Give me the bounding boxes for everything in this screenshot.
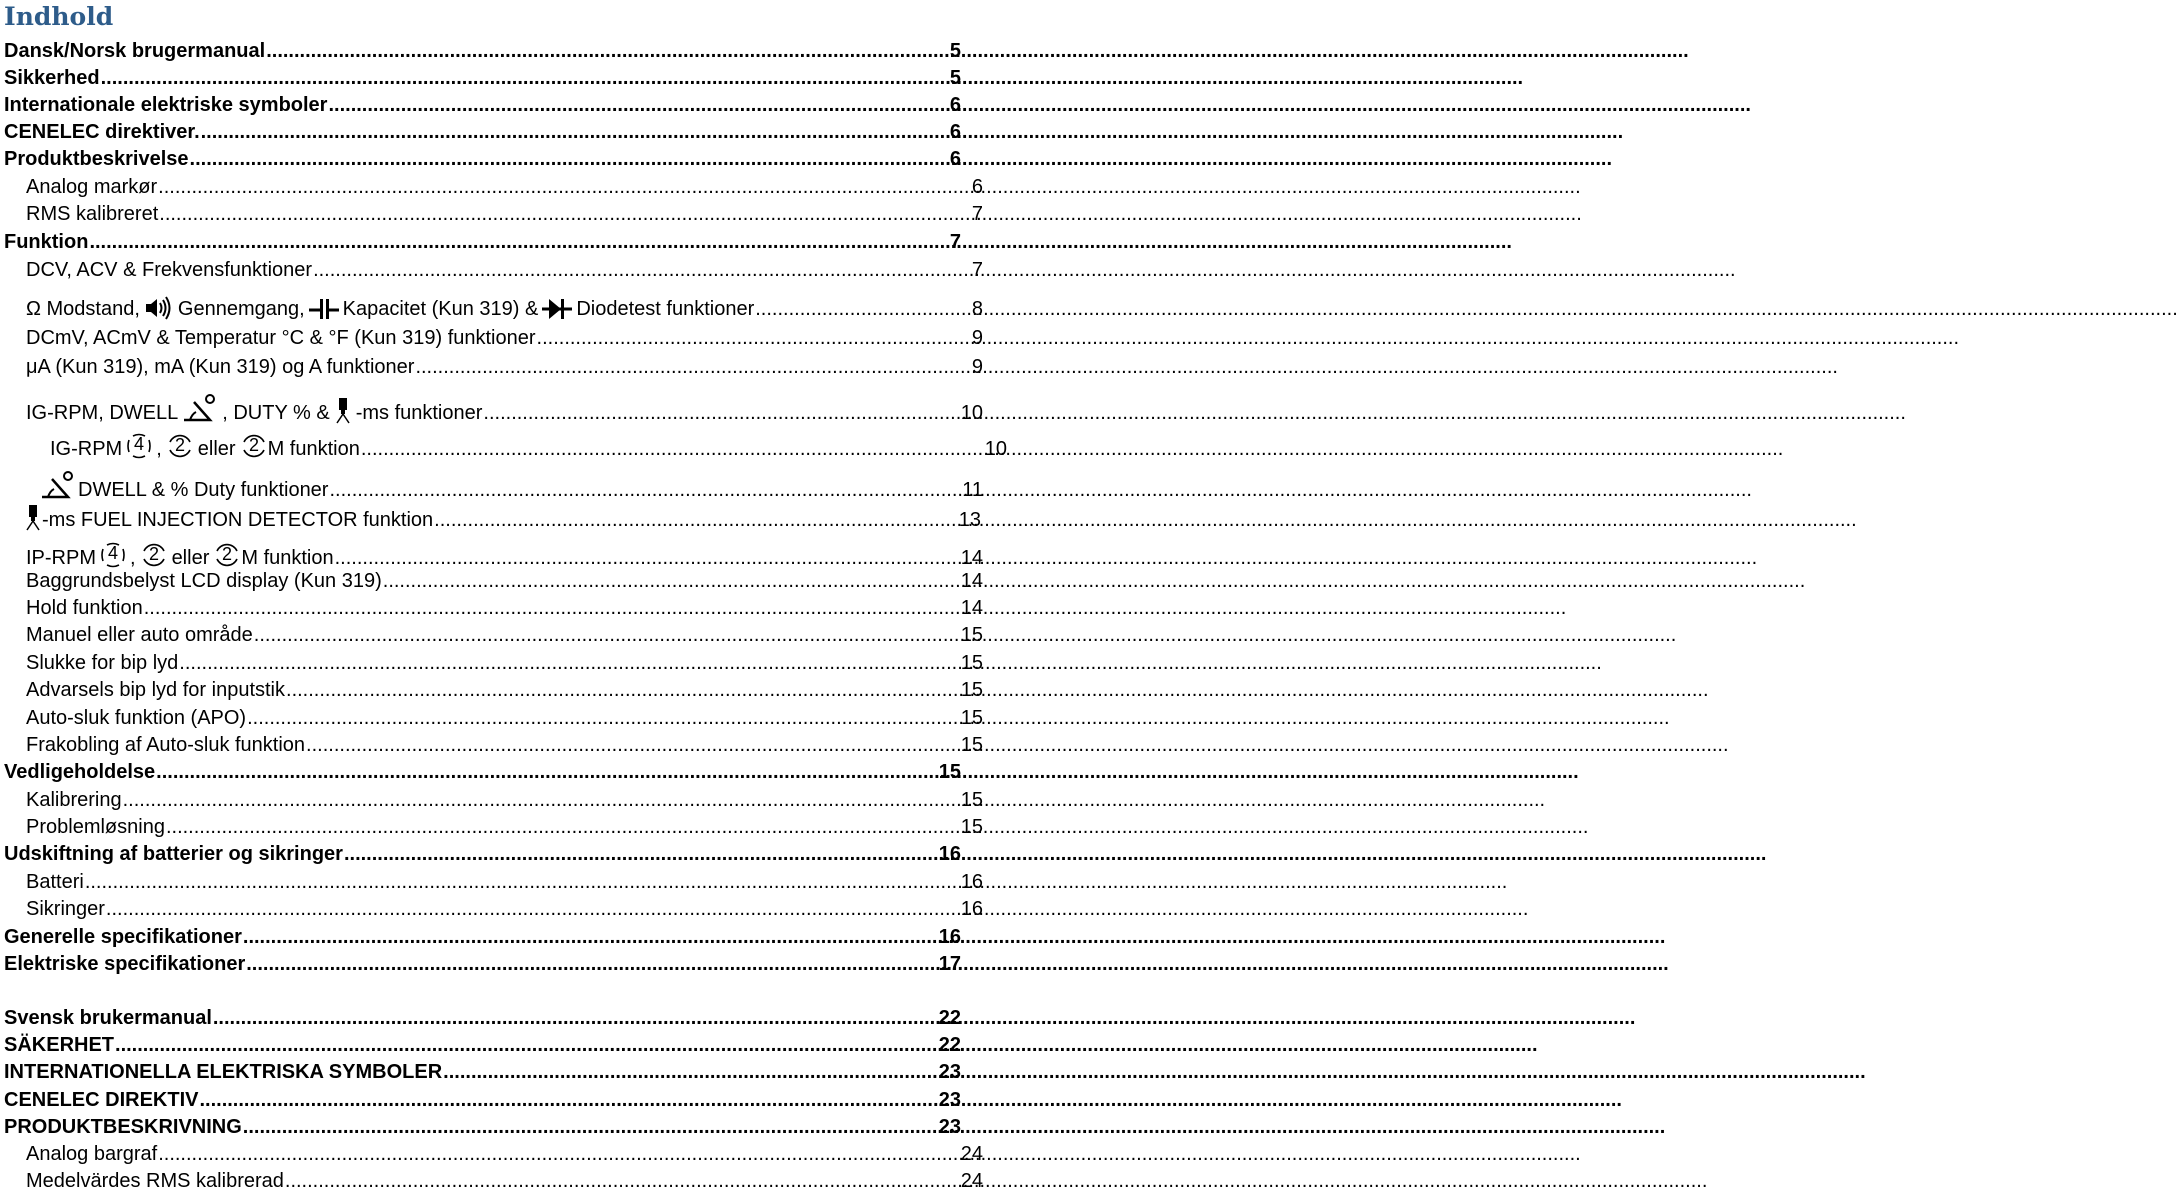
toc-entry[interactable]: CENELEC DIREKTIV ..... 23 — [0, 1089, 961, 1111]
toc-entry[interactable]: Medelvärdes RMS kalibrerad ..... 24 — [0, 1170, 983, 1192]
svg-text:2: 2 — [174, 435, 185, 455]
two-stroke-cycle-icon — [166, 432, 194, 460]
page-number: 8 — [971, 298, 983, 320]
toc-entry[interactable]: INTERNATIONELLA ELEKTRISKA SYMBOLER ..... 23 — [0, 1061, 961, 1083]
page-number: 24 — [960, 1170, 983, 1192]
toc-entry[interactable]: Slukke for bip lyd ..... 15 — [0, 652, 983, 674]
page-number: 9 — [971, 356, 983, 378]
toc-entry[interactable]: Manuel eller auto område ..... 15 — [0, 624, 983, 646]
toc-entry[interactable]: Batteri ..... 16 — [0, 871, 983, 893]
toc-entry[interactable]: Ω Modstand, Gennemgang, Kapacitet (Kun 319) & Diodetest funktioner ..... 8 — [0, 296, 983, 320]
toc-entry[interactable]: Frakobling af Auto-sluk funktion ..... 15 — [0, 734, 983, 756]
page-number: 24 — [960, 1143, 983, 1165]
page-number: 14 — [960, 597, 983, 619]
page-number: 14 — [960, 547, 983, 569]
diode-icon — [542, 296, 572, 320]
toc-entry[interactable]: Funktion ..... 7 — [0, 231, 961, 253]
svg-text:4: 4 — [134, 434, 145, 454]
page-number: 5 — [949, 40, 961, 62]
two-stroke-cycle-icon — [240, 432, 268, 460]
page-number: 13 — [958, 509, 981, 531]
page-number: 11 — [962, 479, 983, 501]
page-number: 17 — [938, 953, 961, 975]
svg-text:2: 2 — [148, 544, 159, 564]
page-number: 7 — [949, 231, 961, 253]
toc-entry[interactable]: Vedligeholdelse ..... 15 — [0, 761, 961, 783]
page-number: 7 — [971, 259, 983, 281]
toc-entry[interactable]: Analog markør ..... 6 — [0, 176, 983, 198]
page-number: 6 — [949, 94, 961, 116]
page-number: 15 — [960, 652, 983, 674]
page-number: 7 — [971, 203, 983, 225]
toc-entry[interactable]: Kalibrering ..... 15 — [0, 789, 983, 811]
toc-entry[interactable]: Internationale elektriske symboler ..... 6 — [0, 94, 961, 116]
page-number: 15 — [960, 789, 983, 811]
page-number: 22 — [938, 1007, 961, 1029]
toc-entry[interactable]: Hold funktion ..... 14 — [0, 597, 983, 619]
page-number: 10 — [984, 438, 1007, 460]
page-number: 22 — [938, 1034, 961, 1056]
dwell-angle-icon — [40, 471, 76, 501]
toc-entry[interactable]: Generelle specifikationer ..... 16 — [0, 926, 961, 948]
page-number: 15 — [938, 761, 961, 783]
two-stroke-cycle-icon — [213, 541, 241, 569]
page-number: 9 — [971, 327, 983, 349]
toc-entry[interactable]: Baggrundsbelyst LCD display (Kun 319) ..... 14 — [0, 570, 983, 592]
toc-entry[interactable]: Elektriske specifikationer ..... 17 — [0, 953, 961, 975]
page-number: 6 — [949, 121, 961, 143]
toc-entry[interactable]: PRODUKTBESKRIVNING ..... 23 — [0, 1116, 961, 1138]
capacitor-icon — [309, 296, 339, 320]
two-stroke-cycle-icon — [140, 541, 168, 569]
toc-entry[interactable]: CENELEC direktiver. ..... 6 — [0, 121, 961, 143]
toc-entry[interactable]: DWELL & % Duty funktioner ..... 11 — [0, 471, 983, 501]
toc-entry[interactable]: Problemløsning ..... 15 — [0, 816, 983, 838]
page-number: 6 — [971, 176, 983, 198]
toc-entry[interactable]: Advarsels bip lyd for inputstik ..... 15 — [0, 679, 983, 701]
toc-entry[interactable]: DCV, ACV & Frekvensfunktioner ..... 7 — [0, 259, 983, 281]
toc-entry[interactable]: Analog bargraf ..... 24 — [0, 1143, 983, 1165]
page-number: 5 — [949, 67, 961, 89]
page-number: 16 — [960, 871, 983, 893]
svg-text:4: 4 — [107, 543, 119, 563]
toc-entry[interactable]: SÄKERHET ..... 22 — [0, 1034, 961, 1056]
toc-entry[interactable]: -ms FUEL INJECTION DETECTOR funktion ..... 13 — [0, 503, 981, 531]
toc-entry[interactable]: Svensk brukermanual ..... 22 — [0, 1007, 961, 1029]
page-number: 15 — [960, 707, 983, 729]
page-number: 23 — [938, 1116, 961, 1138]
toc-entry[interactable]: Sikringer ..... 16 — [0, 898, 983, 920]
page-number: 15 — [960, 679, 983, 701]
fuel-injector-icon — [24, 503, 42, 531]
toc-entry[interactable]: IG-RPM, DWELL , DUTY % & -ms funktioner ..... 10 — [0, 394, 983, 424]
toc-entry[interactable]: IP-RPM 4 , 2 eller 2 M funktion ..... 14 — [0, 541, 983, 569]
page-number: 16 — [960, 898, 983, 920]
toc-entry[interactable]: Udskiftning af batterier og sikringer ..... 16 — [0, 843, 961, 865]
page-number: 15 — [960, 734, 983, 756]
toc-heading: Indhold — [4, 2, 114, 31]
page-number: 16 — [938, 843, 961, 865]
page-number: 16 — [938, 926, 961, 948]
four-stroke-cycle-icon — [124, 432, 154, 460]
page-number: 23 — [938, 1089, 961, 1111]
toc-entry[interactable]: Sikkerhed ..... 5 — [0, 67, 961, 89]
svg-text:2: 2 — [222, 544, 233, 564]
dwell-angle-icon — [182, 394, 218, 424]
fuel-injector-icon — [334, 396, 352, 424]
toc-entry[interactable]: Auto-sluk funktion (APO) ..... 15 — [0, 707, 983, 729]
toc-entry[interactable]: Dansk/Norsk brugermanual ..... 5 — [0, 40, 961, 62]
toc-entry[interactable]: μA (Kun 319), mA (Kun 319) og A funktioner ..... 9 — [0, 356, 983, 378]
page-number: 10 — [960, 402, 983, 424]
four-stroke-cycle-icon — [98, 541, 128, 569]
page-number: 15 — [960, 624, 983, 646]
speaker-sound-icon — [144, 296, 174, 320]
toc-entry[interactable]: Produktbeskrivelse ..... 6 — [0, 148, 961, 170]
page-number: 23 — [938, 1061, 961, 1083]
svg-text:2: 2 — [248, 435, 259, 455]
toc-entry[interactable]: RMS kalibreret ..... 7 — [0, 203, 983, 225]
toc-entry[interactable]: IG-RPM 4 , 2 eller 2 M funktion ..... 10 — [0, 432, 1007, 460]
page-number: 14 — [960, 570, 983, 592]
page-number: 15 — [960, 816, 983, 838]
toc-entry[interactable]: DCmV, ACmV & Temperatur °C & °F (Kun 319) funktioner ..... 9 — [0, 327, 983, 349]
page-number: 6 — [949, 148, 961, 170]
